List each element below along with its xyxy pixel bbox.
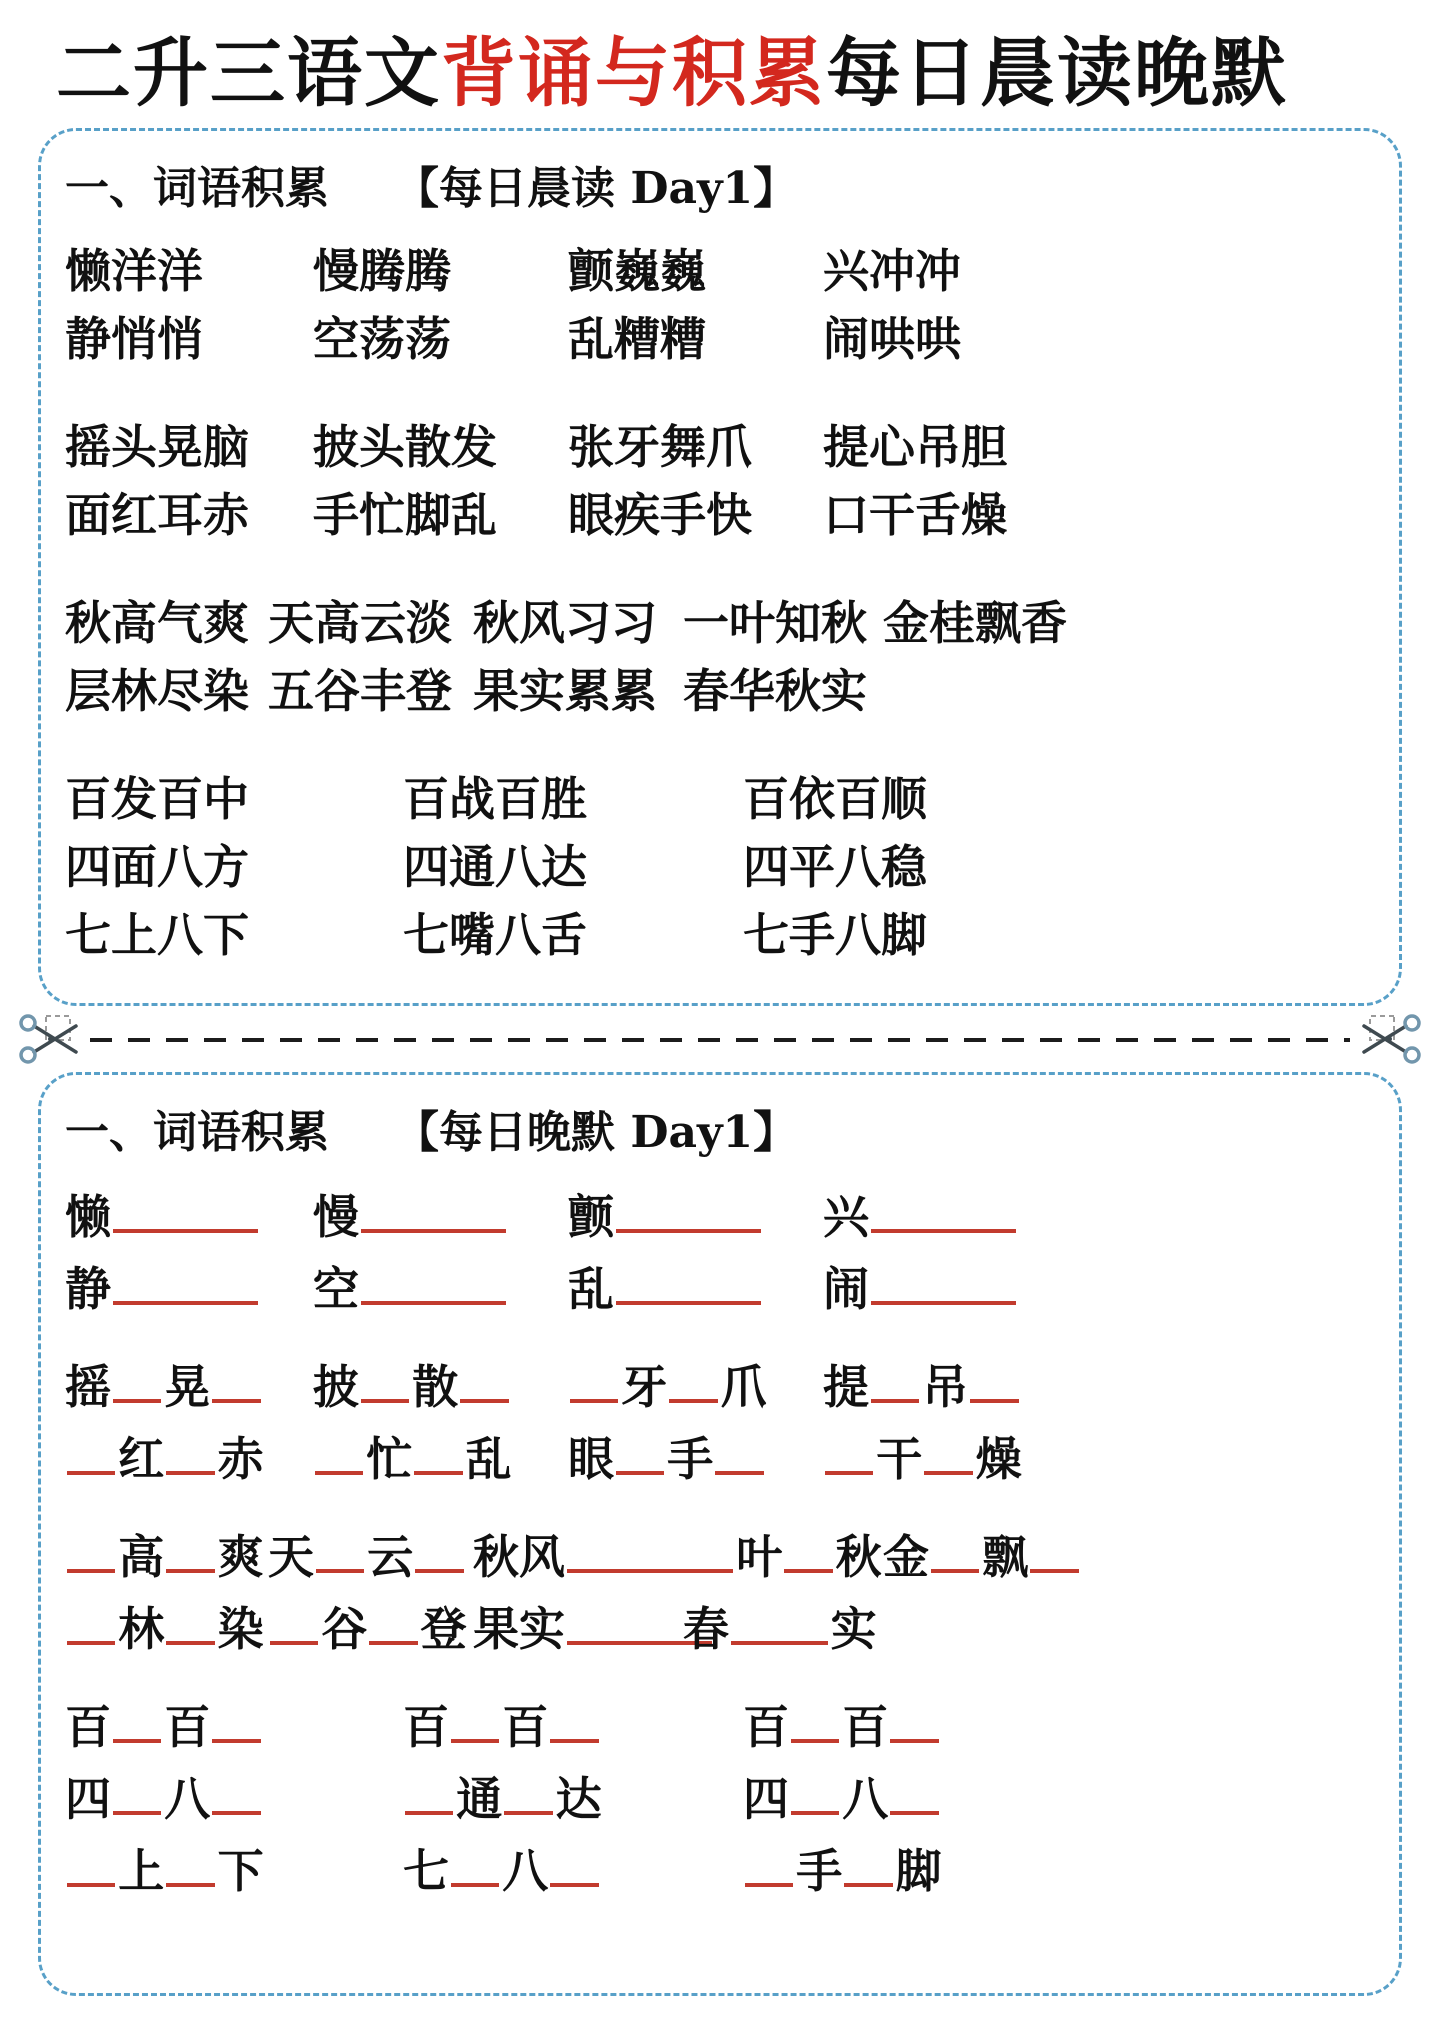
- word-text: 叶: [736, 1530, 783, 1585]
- word-text: 七上八下: [65, 908, 249, 963]
- word-text: 摇头晃脑: [65, 420, 249, 475]
- word-text: 通: [456, 1772, 503, 1827]
- answer-blank: [871, 1229, 1016, 1233]
- word-text: 乱: [568, 1262, 614, 1317]
- box2-section-label: 一、词语积累: [65, 1107, 329, 1159]
- answer-blank: [931, 1569, 979, 1573]
- word-cell: [65, 1351, 313, 1423]
- word-text: 脚: [895, 1844, 942, 1899]
- word-text: 爪: [720, 1360, 767, 1415]
- answer-blank: [113, 1739, 161, 1743]
- word-row: [65, 1763, 1375, 1835]
- word-text: 七手八脚: [743, 908, 927, 963]
- word-cell: [65, 1521, 268, 1593]
- word-cell: [313, 237, 568, 305]
- answer-blank: [784, 1569, 832, 1573]
- word-row-group: [65, 1351, 1375, 1495]
- word-text: 八: [502, 1844, 549, 1899]
- answer-blank: [451, 1739, 499, 1743]
- word-text: 爽: [217, 1530, 264, 1585]
- word-cell: [313, 305, 568, 373]
- word-text: 百: [403, 1700, 449, 1755]
- word-text: 慢: [313, 1190, 359, 1245]
- word-cell: [568, 237, 823, 305]
- word-cell: [65, 481, 313, 549]
- answer-blank: [113, 1301, 258, 1305]
- word-text: 百发百中: [65, 772, 249, 827]
- word-cell: [823, 481, 1375, 549]
- word-text: 实: [830, 1602, 877, 1657]
- answer-blank: [451, 1883, 499, 1887]
- answer-blank: [67, 1471, 115, 1475]
- word-text: 秋风: [473, 1530, 565, 1585]
- word-cell: [65, 657, 268, 725]
- answer-blank: [315, 1471, 363, 1475]
- answer-blank: [1030, 1569, 1078, 1573]
- word-text: 眼: [568, 1432, 614, 1487]
- word-row: [65, 305, 1375, 373]
- word-text: 四: [65, 1772, 111, 1827]
- box1-word-rows: [65, 237, 1375, 969]
- word-cell: [403, 1691, 743, 1763]
- box2-header: [65, 1101, 1375, 1165]
- box1-session-label: 【每日晨读 Day1】: [395, 163, 798, 215]
- answer-blank: [791, 1811, 839, 1815]
- word-cell: [568, 1351, 823, 1423]
- word-row-group: [65, 413, 1375, 549]
- answer-blank: [460, 1399, 508, 1403]
- word-cell: [823, 1351, 1375, 1423]
- word-text: 闹哄哄: [823, 312, 961, 367]
- word-cell: [65, 901, 403, 969]
- answer-blank: [745, 1883, 793, 1887]
- word-cell: [65, 833, 403, 901]
- word-cell: [268, 1593, 473, 1665]
- word-text: 四面八方: [65, 840, 249, 895]
- word-row: [65, 765, 1375, 833]
- word-text: 四平八稳: [743, 840, 927, 895]
- title-part-grade: 二升三语文: [56, 29, 442, 117]
- word-text: 染: [217, 1602, 264, 1657]
- word-cell: [683, 1593, 883, 1665]
- word-cell: [403, 1763, 743, 1835]
- word-cell: [313, 413, 568, 481]
- word-text: 高: [118, 1530, 165, 1585]
- word-cell: [683, 657, 883, 725]
- word-text: 披头散发: [313, 420, 497, 475]
- word-text: 春: [683, 1602, 729, 1657]
- word-text: 提: [823, 1360, 869, 1415]
- word-row: [65, 657, 1375, 725]
- word-text: 牙: [621, 1360, 668, 1415]
- word-text: 百: [842, 1700, 889, 1755]
- word-cell: [568, 305, 823, 373]
- word-text: 兴: [823, 1190, 869, 1245]
- word-text: 懒洋洋: [65, 244, 203, 299]
- word-row: [65, 481, 1375, 549]
- word-row-group: [65, 1181, 1375, 1325]
- word-text: 面红耳赤: [65, 488, 249, 543]
- answer-blank: [113, 1811, 161, 1815]
- answer-blank: [890, 1739, 938, 1743]
- word-cell: [268, 657, 473, 725]
- answer-blank: [166, 1569, 214, 1573]
- word-cell: [65, 305, 313, 373]
- word-text: 百: [743, 1700, 789, 1755]
- word-text: 干: [876, 1432, 923, 1487]
- word-cell: [268, 1521, 473, 1593]
- word-text: 百依百顺: [743, 772, 927, 827]
- word-row: [65, 1835, 1375, 1907]
- word-text: 天高云淡: [268, 596, 452, 651]
- answer-blank: [405, 1811, 453, 1815]
- page-title: [0, 0, 1440, 128]
- word-row: [65, 1521, 1375, 1593]
- scissors-icon: [18, 1012, 90, 1068]
- word-cell: [743, 833, 1375, 901]
- word-text: 百战百胜: [403, 772, 587, 827]
- word-cell: [65, 765, 403, 833]
- word-row: [65, 1691, 1375, 1763]
- word-text: 林: [118, 1602, 165, 1657]
- word-row: [65, 413, 1375, 481]
- answer-blank: [731, 1641, 828, 1645]
- title-part-suffix: 每日晨读晚默: [826, 29, 1289, 117]
- word-text: 吊: [922, 1360, 969, 1415]
- word-text: 颤: [568, 1190, 614, 1245]
- word-text: 下: [217, 1844, 264, 1899]
- word-cell: [473, 1593, 683, 1665]
- word-text: 眼疾手快: [568, 488, 752, 543]
- answer-blank: [67, 1883, 115, 1887]
- word-cell: [743, 765, 1375, 833]
- word-text: 空荡荡: [313, 312, 451, 367]
- word-cell: [823, 1423, 1375, 1495]
- word-cell: [403, 901, 743, 969]
- word-text: 静悄悄: [65, 312, 203, 367]
- word-text: 颤巍巍: [568, 244, 706, 299]
- answer-blank: [685, 1569, 733, 1573]
- word-text: 手: [796, 1844, 843, 1899]
- word-text: 百: [164, 1700, 211, 1755]
- answer-blank: [361, 1301, 506, 1305]
- word-cell: [473, 657, 683, 725]
- word-row: [65, 1181, 1375, 1253]
- word-text: 果实: [473, 1602, 565, 1657]
- word-text: 闹: [823, 1262, 869, 1317]
- answer-blank: [871, 1301, 1016, 1305]
- word-cell: [65, 1691, 403, 1763]
- word-text: 晃: [164, 1360, 211, 1415]
- word-row: [65, 1423, 1375, 1495]
- box2-word-rows: [65, 1181, 1375, 1907]
- word-cell: [568, 481, 823, 549]
- answer-blank: [212, 1739, 260, 1743]
- word-text: 披: [313, 1360, 359, 1415]
- answer-blank: [166, 1641, 214, 1645]
- answer-blank: [361, 1229, 506, 1233]
- word-cell: [883, 589, 1375, 657]
- word-text: 红: [118, 1432, 165, 1487]
- answer-blank: [669, 1399, 717, 1403]
- word-text: 云: [367, 1530, 414, 1585]
- answer-blank: [67, 1569, 115, 1573]
- word-text: 手: [667, 1432, 714, 1487]
- answer-blank: [616, 1301, 761, 1305]
- word-text: 四通八达: [403, 840, 587, 895]
- word-text: 登: [420, 1602, 467, 1657]
- answer-blank: [871, 1399, 919, 1403]
- cut-line: [0, 1014, 1440, 1066]
- word-row: [65, 1593, 1375, 1665]
- word-text: 五谷丰登: [268, 664, 452, 719]
- word-cell: [65, 1763, 403, 1835]
- word-cell: [568, 1181, 823, 1253]
- word-row-group: [65, 1691, 1375, 1907]
- box1-section-label: 一、词语积累: [65, 163, 329, 215]
- word-cell: [743, 1835, 1375, 1907]
- word-cell: [683, 589, 883, 657]
- word-text: 果实累累: [473, 664, 657, 719]
- word-text: 达: [555, 1772, 602, 1827]
- word-cell: [65, 1593, 268, 1665]
- box2-session-label: 【每日晚默 Day1】: [395, 1107, 798, 1159]
- word-text: 金桂飘香: [883, 596, 1067, 651]
- answer-blank: [890, 1811, 938, 1815]
- word-text: 金: [883, 1530, 929, 1585]
- word-text: 四: [743, 1772, 789, 1827]
- word-cell: [823, 237, 1375, 305]
- word-text: 摇: [65, 1360, 111, 1415]
- word-text: 乱: [465, 1432, 512, 1487]
- answer-blank: [414, 1471, 462, 1475]
- word-text: 秋风习习: [473, 596, 657, 651]
- word-text: 手忙脚乱: [313, 488, 497, 543]
- word-cell: [313, 1181, 568, 1253]
- word-text: 赤: [217, 1432, 264, 1487]
- word-cell: [313, 481, 568, 549]
- word-cell: [743, 1691, 1375, 1763]
- word-text: 秋: [835, 1530, 882, 1585]
- answer-blank: [844, 1883, 892, 1887]
- word-cell: [823, 1181, 1375, 1253]
- answer-blank: [570, 1399, 618, 1403]
- word-text: 层林尽染: [65, 664, 249, 719]
- word-text: 秋高气爽: [65, 596, 249, 651]
- word-text: 上: [118, 1844, 165, 1899]
- word-text: 春华秋实: [683, 664, 867, 719]
- answer-blank: [113, 1399, 161, 1403]
- word-cell: [568, 1423, 823, 1495]
- answer-blank: [361, 1399, 409, 1403]
- answer-blank: [113, 1229, 258, 1233]
- answer-blank: [67, 1641, 115, 1645]
- word-cell: [823, 1253, 1375, 1325]
- word-text: 八: [842, 1772, 889, 1827]
- word-cell: [65, 1423, 313, 1495]
- answer-blank: [970, 1399, 1018, 1403]
- word-cell: [473, 589, 683, 657]
- word-row: [65, 833, 1375, 901]
- word-text: 谷: [321, 1602, 368, 1657]
- word-cell: [823, 305, 1375, 373]
- word-cell: [65, 1253, 313, 1325]
- answer-blank: [212, 1811, 260, 1815]
- answer-blank: [166, 1883, 214, 1887]
- word-cell: [313, 1253, 568, 1325]
- answer-blank: [316, 1569, 364, 1573]
- scissors-icon: [1350, 1012, 1422, 1068]
- word-cell: [65, 237, 313, 305]
- word-row-group: [65, 765, 1375, 969]
- word-cell: [65, 1181, 313, 1253]
- answer-blank: [369, 1641, 417, 1645]
- word-row: [65, 901, 1375, 969]
- word-text: 八: [164, 1772, 211, 1827]
- word-text: 散: [412, 1360, 459, 1415]
- word-text: 张牙舞爪: [568, 420, 752, 475]
- word-cell: [473, 1521, 683, 1593]
- word-text: 懒: [65, 1190, 111, 1245]
- word-text: 乱糟糟: [568, 312, 706, 367]
- word-row: [65, 237, 1375, 305]
- word-cell: [65, 413, 313, 481]
- word-text: 兴冲冲: [823, 244, 961, 299]
- answer-blank: [504, 1811, 552, 1815]
- word-text: 七嘴八舌: [403, 908, 587, 963]
- evening-dictation-box: [38, 1072, 1402, 1996]
- title-part-accent: 背诵与积累: [441, 29, 827, 117]
- word-cell: [823, 413, 1375, 481]
- word-cell: [403, 765, 743, 833]
- answer-blank: [550, 1739, 598, 1743]
- word-cell: [883, 1521, 1375, 1593]
- answer-blank: [270, 1641, 318, 1645]
- cut-dashed-line: [90, 1038, 1350, 1042]
- word-row: [65, 1351, 1375, 1423]
- word-text: 空: [313, 1262, 359, 1317]
- word-text: 百: [502, 1700, 549, 1755]
- word-cell: [403, 1835, 743, 1907]
- word-cell: [743, 1763, 1375, 1835]
- word-cell: [65, 589, 268, 657]
- box1-header: [65, 157, 1375, 221]
- word-text: 忙: [366, 1432, 413, 1487]
- answer-blank: [550, 1883, 598, 1887]
- word-row: [65, 589, 1375, 657]
- answer-blank: [415, 1569, 463, 1573]
- word-text: 口干舌燥: [823, 488, 1007, 543]
- word-cell: [268, 589, 473, 657]
- word-cell: [65, 1835, 403, 1907]
- word-text: 百: [65, 1700, 111, 1755]
- answer-blank: [825, 1471, 873, 1475]
- answer-blank: [924, 1471, 972, 1475]
- word-row-group: [65, 237, 1375, 373]
- word-text: 天: [268, 1530, 314, 1585]
- word-cell: [313, 1351, 568, 1423]
- word-cell: [568, 1253, 823, 1325]
- answer-blank: [616, 1229, 761, 1233]
- word-cell: [683, 1521, 883, 1593]
- word-text: 一叶知秋: [683, 596, 867, 651]
- word-cell: [568, 413, 823, 481]
- word-text: 飘: [982, 1530, 1029, 1585]
- word-row-group: [65, 589, 1375, 725]
- word-text: 慢腾腾: [313, 244, 451, 299]
- word-cell: [313, 1423, 568, 1495]
- word-text: 燥: [975, 1432, 1022, 1487]
- answer-blank: [212, 1399, 260, 1403]
- word-row: [65, 1253, 1375, 1325]
- answer-blank: [715, 1471, 763, 1475]
- morning-reading-box: [38, 128, 1402, 1006]
- word-cell: [743, 901, 1375, 969]
- word-text: 静: [65, 1262, 111, 1317]
- answer-blank: [791, 1739, 839, 1743]
- answer-blank: [166, 1471, 214, 1475]
- word-cell: [403, 833, 743, 901]
- answer-blank: [616, 1471, 664, 1475]
- word-row-group: [65, 1521, 1375, 1665]
- word-text: 七: [403, 1844, 449, 1899]
- word-text: 提心吊胆: [823, 420, 1007, 475]
